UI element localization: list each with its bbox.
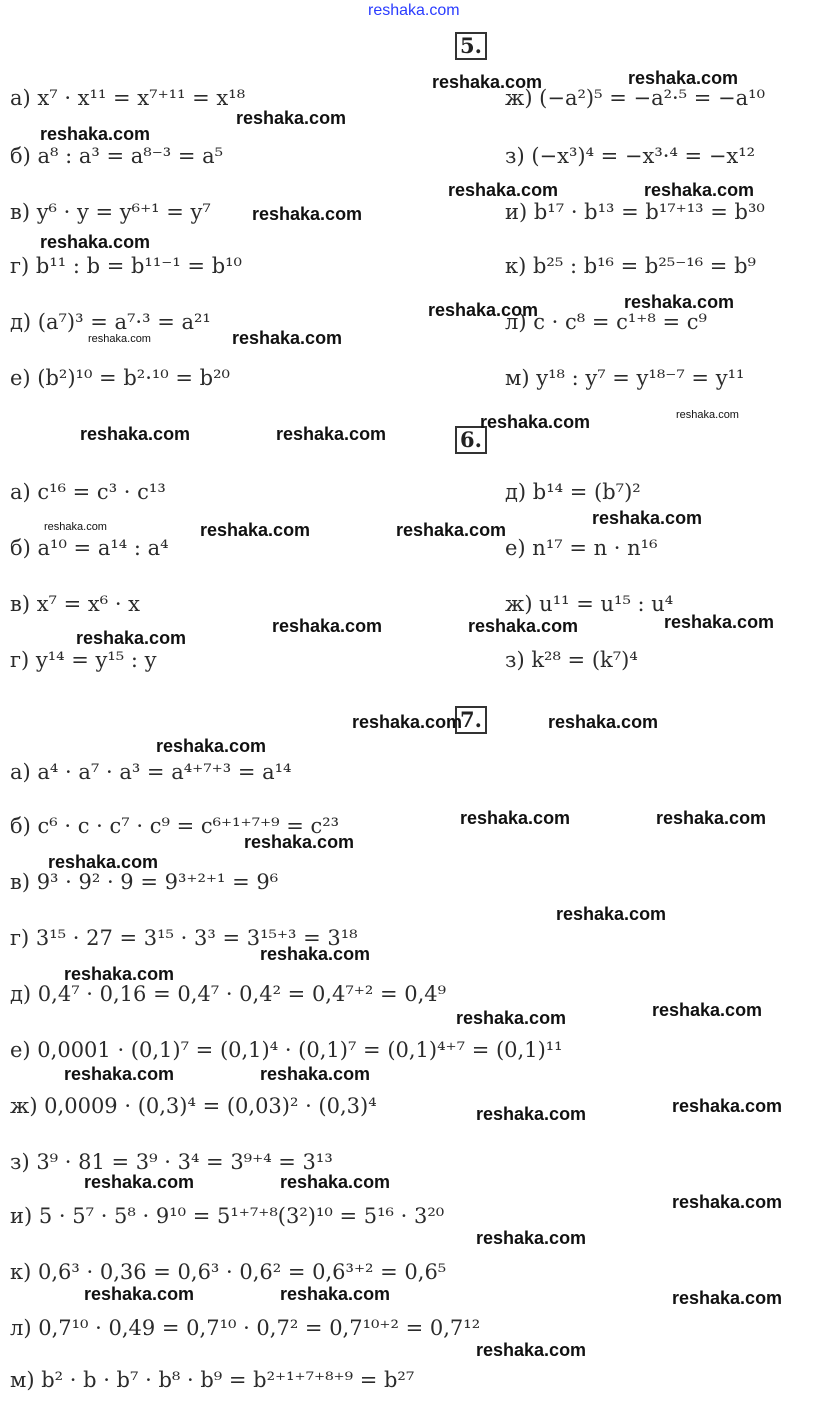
s7-item-k: к) 0,6³ · 0,36 = 0,6³ · 0,6² = 0,6³⁺² = 0,6⁵ [10, 1260, 447, 1284]
s5-item-i: и) b¹⁷ · b¹³ = b¹⁷⁺¹³ = b³⁰ [505, 200, 765, 224]
header-link[interactable]: reshaka.com [368, 2, 460, 19]
section-5-number: 5. [455, 32, 487, 60]
watermark: reshaka.com [236, 108, 347, 128]
watermark: reshaka.com [44, 521, 107, 533]
s5-item-k: к) b²⁵ : b¹⁶ = b²⁵⁻¹⁶ = b⁹ [505, 254, 756, 278]
s7-item-v: в) 9³ · 9² · 9 = 9³⁺²⁺¹ = 9⁶ [10, 870, 279, 894]
section-7-number: 7. [455, 706, 487, 734]
watermark: reshaka.com [276, 424, 387, 444]
s6-item-b: б) a¹⁰ = a¹⁴ : a⁴ [10, 536, 169, 560]
watermark: reshaka.com [476, 1340, 587, 1360]
s6-item-z: з) k²⁸ = (k⁷)⁴ [505, 648, 638, 672]
s5-item-d: д) (a⁷)³ = a⁷·³ = a²¹ [10, 310, 211, 334]
s7-item-a: а) a⁴ · a⁷ · a³ = a⁴⁺⁷⁺³ = a¹⁴ [10, 760, 292, 784]
watermark: reshaka.com [428, 300, 539, 320]
s6-item-zh: ж) u¹¹ = u¹⁵ : u⁴ [505, 592, 674, 616]
watermark: reshaka.com [88, 333, 151, 345]
watermark: reshaka.com [232, 328, 343, 348]
watermark: reshaka.com [272, 616, 383, 636]
s5-item-a: а) x⁷ · x¹¹ = x⁷⁺¹¹ = x¹⁸ [10, 86, 246, 110]
s6-item-g: г) y¹⁴ = y¹⁵ : y [10, 648, 157, 672]
watermark: reshaka.com [664, 612, 775, 632]
watermark: reshaka.com [260, 1064, 371, 1084]
s7-item-zh: ж) 0,0009 · (0,3)⁴ = (0,03)² · (0,3)⁴ [10, 1094, 377, 1118]
watermark: reshaka.com [676, 409, 739, 421]
s5-item-zh: ж) (−a²)⁵ = −a²·⁵ = −a¹⁰ [505, 86, 765, 110]
s6-item-a: а) c¹⁶ = c³ · c¹³ [10, 480, 166, 504]
watermark: reshaka.com [40, 124, 151, 144]
watermark: reshaka.com [200, 520, 311, 540]
watermark: reshaka.com [80, 424, 191, 444]
watermark: reshaka.com [48, 852, 159, 872]
s5-item-g: г) b¹¹ : b = b¹¹⁻¹ = b¹⁰ [10, 254, 242, 278]
watermark: reshaka.com [260, 944, 371, 964]
s5-item-b: б) a⁸ : a³ = a⁸⁻³ = a⁵ [10, 144, 224, 168]
watermark: reshaka.com [244, 832, 355, 852]
watermark: reshaka.com [672, 1192, 783, 1212]
s7-item-d: д) 0,4⁷ · 0,16 = 0,4⁷ · 0,4² = 0,4⁷⁺² = 0,4⁹ [10, 982, 447, 1006]
s7-item-b: б) c⁶ · c · c⁷ · c⁹ = c⁶⁺¹⁺⁷⁺⁹ = c²³ [10, 814, 340, 838]
watermark: reshaka.com [672, 1288, 783, 1308]
s7-item-e: е) 0,0001 · (0,1)⁷ = (0,1)⁴ · (0,1)⁷ = (0,1)⁴⁺⁷ = (0,1)¹¹ [10, 1038, 563, 1062]
s7-item-i: и) 5 · 5⁷ · 5⁸ · 9¹⁰ = 5¹⁺⁷⁺⁸(3²)¹⁰ = 5¹⁶ · 3²⁰ [10, 1204, 445, 1228]
watermark: reshaka.com [64, 1064, 175, 1084]
watermark: reshaka.com [84, 1172, 195, 1192]
s5-item-z: з) (−x³)⁴ = −x³·⁴ = −x¹² [505, 144, 756, 168]
s5-item-v: в) y⁶ · y = y⁶⁺¹ = y⁷ [10, 200, 211, 224]
watermark: reshaka.com [432, 72, 543, 92]
watermark: reshaka.com [252, 204, 363, 224]
watermark: reshaka.com [396, 520, 507, 540]
watermark: reshaka.com [468, 616, 579, 636]
watermark: reshaka.com [644, 180, 755, 200]
watermark: reshaka.com [652, 1000, 763, 1020]
watermark: reshaka.com [628, 68, 739, 88]
s5-item-e: е) (b²)¹⁰ = b²·¹⁰ = b²⁰ [10, 366, 230, 390]
s7-item-l: л) 0,7¹⁰ · 0,49 = 0,7¹⁰ · 0,7² = 0,7¹⁰⁺² = 0,7¹² [10, 1316, 481, 1340]
s5-item-m: м) y¹⁸ : y⁷ = y¹⁸⁻⁷ = y¹¹ [505, 366, 745, 390]
watermark: reshaka.com [672, 1096, 783, 1116]
watermark: reshaka.com [84, 1284, 195, 1304]
watermark: reshaka.com [64, 964, 175, 984]
watermark: reshaka.com [456, 1008, 567, 1028]
watermark: reshaka.com [448, 180, 559, 200]
watermark: reshaka.com [556, 904, 667, 924]
watermark: reshaka.com [76, 628, 187, 648]
watermark: reshaka.com [352, 712, 463, 732]
watermark: reshaka.com [476, 1228, 587, 1248]
s7-item-z: з) 3⁹ · 81 = 3⁹ · 3⁴ = 3⁹⁺⁴ = 3¹³ [10, 1150, 333, 1174]
watermark: reshaka.com [548, 712, 659, 732]
s6-item-d: д) b¹⁴ = (b⁷)² [505, 480, 641, 504]
s5-item-l: л) c · c⁸ = c¹⁺⁸ = c⁹ [505, 310, 707, 334]
s6-item-v: в) x⁷ = x⁶ · x [10, 592, 141, 616]
s7-item-g: г) 3¹⁵ · 27 = 3¹⁵ · 3³ = 3¹⁵⁺³ = 3¹⁸ [10, 926, 358, 950]
watermark: reshaka.com [280, 1172, 391, 1192]
s6-item-e: е) n¹⁷ = n · n¹⁶ [505, 536, 658, 560]
watermark: reshaka.com [460, 808, 571, 828]
watermark: reshaka.com [480, 412, 591, 432]
watermark: reshaka.com [656, 808, 767, 828]
watermark: reshaka.com [624, 292, 735, 312]
watermark: reshaka.com [476, 1104, 587, 1124]
watermark: reshaka.com [280, 1284, 391, 1304]
watermark: reshaka.com [156, 736, 267, 756]
section-6-number: 6. [455, 426, 487, 454]
watermark: reshaka.com [592, 508, 703, 528]
watermark: reshaka.com [40, 232, 151, 252]
s7-item-m: м) b² · b · b⁷ · b⁸ · b⁹ = b²⁺¹⁺⁷⁺⁸⁺⁹ = b²⁷ [10, 1368, 415, 1392]
